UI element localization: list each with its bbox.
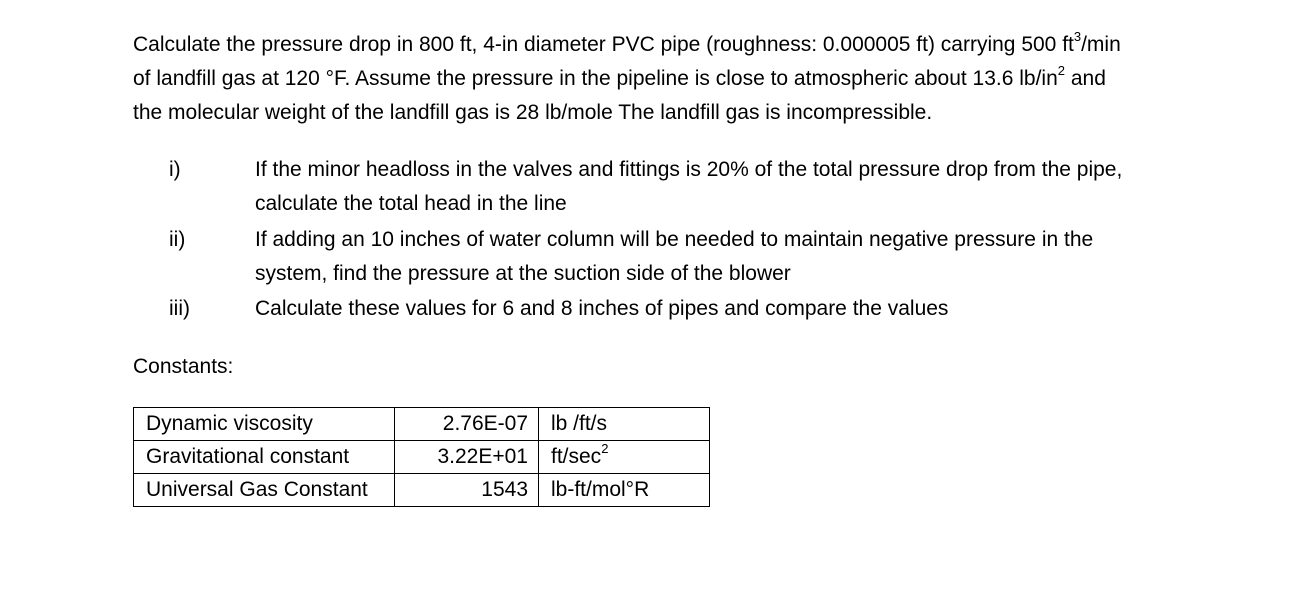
constant-name: Universal Gas Constant — [134, 474, 395, 507]
table-row — [134, 408, 710, 441]
constant-value: 3.22E+01 — [395, 441, 539, 474]
unit-text: lb /ft/s — [551, 412, 608, 435]
question-item — [133, 153, 1213, 223]
problem-line: the molecular weight of the landfill gas is 28 lb/mole The landfill gas is incompressible. — [133, 101, 933, 124]
question-text — [255, 292, 1213, 326]
question-number: ii) — [169, 228, 186, 251]
constants-heading: Constants: — [133, 355, 234, 378]
problem-text: and — [1065, 67, 1106, 90]
constant-unit — [539, 474, 710, 507]
question-line: Calculate these values for 6 and 8 inches of pipes and compare the values — [255, 297, 949, 320]
superscript: 3 — [1073, 29, 1082, 44]
constant-name: Dynamic viscosity — [134, 408, 395, 441]
question-text — [255, 153, 1213, 221]
constant-value: 2.76E-07 — [395, 408, 539, 441]
problem-line — [133, 28, 1213, 62]
superscript: 2 — [1057, 63, 1066, 78]
question-number: i) — [169, 158, 181, 181]
problem-text: of landfill gas at 120 °F. Assume the pressure in the pipeline is close to atmospheric about 13.6 lb/in — [133, 67, 1058, 90]
constant-unit — [539, 408, 710, 441]
question-number: iii) — [169, 297, 190, 320]
problem-statement — [133, 28, 1213, 130]
constant-unit — [539, 441, 710, 474]
question-line: system, find the pressure at the suction side of the blower — [255, 262, 791, 285]
problem-text: /min — [1081, 33, 1121, 56]
question-item — [133, 292, 1213, 326]
question-line: calculate the total head in the line — [255, 192, 567, 215]
question-line: If the minor headloss in the valves and fittings is 20% of the total pressure drop from the pipe, — [255, 158, 1123, 181]
problem-line — [133, 62, 1213, 96]
superscript: 2 — [601, 441, 609, 456]
constant-value: 1543 — [395, 474, 539, 507]
constant-name: Gravitational constant — [134, 441, 395, 474]
table-row — [134, 441, 710, 474]
question-list — [133, 153, 1213, 326]
question-line: If adding an 10 inches of water column will be needed to maintain negative pressure in the — [255, 228, 1094, 251]
unit-text: ft/sec — [551, 445, 602, 468]
question-text — [255, 223, 1213, 291]
question-item — [133, 223, 1213, 292]
table-row — [134, 474, 710, 507]
constants-table — [133, 407, 710, 507]
problem-text: Calculate the pressure drop in 800 ft, 4-in diameter PVC pipe (roughness: 0.000005 ft) carrying 500 ft — [133, 33, 1074, 56]
unit-text: lb-ft/mol°R — [551, 478, 650, 501]
